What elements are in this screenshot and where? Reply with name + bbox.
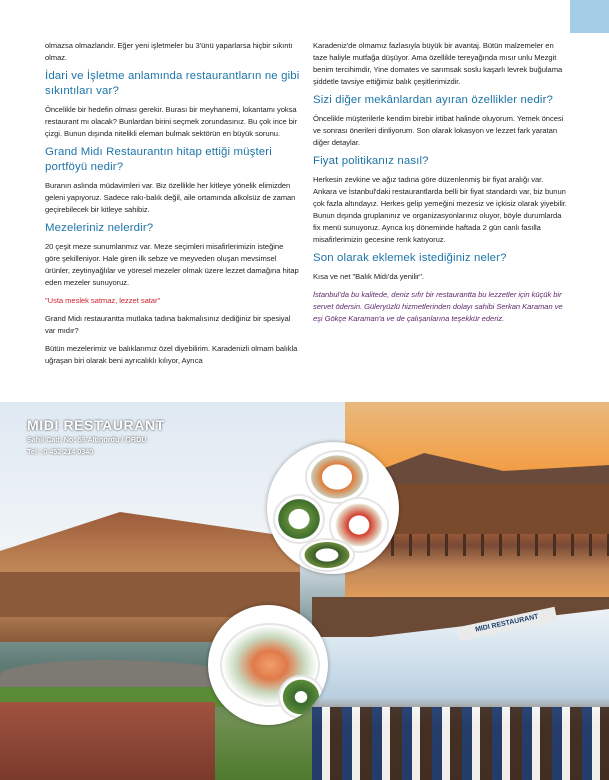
page-corner-tab [570, 0, 609, 33]
fish-plate [305, 450, 369, 504]
right-paragraph-1: Karadeniz'de olmamız fazlasıyla büyük bir avantaj. Bütün malzemeler en taze haliyle mutfağa düşüyor. Ama özellikle tereyağında mısır unlu Mezgit benim tercihimdir, Yine domates ve sarımsak soslu kaşarlı levrek buğulama şiddetle tavsiye ettiğimiz balık çeşitlerimizdir. [313, 41, 563, 86]
greens-plate [273, 494, 325, 544]
heading-management-issues: İdari ve İşletme anlamında restaurantların ne gibi sıkıntıları var? [45, 70, 300, 97]
heading-final-words: Son olarak eklemek istediğiniz neler? [313, 252, 507, 264]
pull-quote: "Usta meslek satmaz, lezzet satar" [45, 296, 161, 305]
restaurant-phone: Tel : 0 452 214 0340 [27, 447, 94, 456]
left-paragraph-1: olmazsa olmazlandır. Eğer yeni işletmeler bu 3'ünü yaparlarsa hiçbir sıkıntı olmaz. [45, 41, 293, 62]
brick-wall [0, 702, 215, 780]
fish-dish-photo [208, 605, 328, 725]
heading-customer-portfolio: Grand Midı Restaurantın hitap ettiği müşteri portföyü nedir? [45, 146, 272, 173]
dining-terrace-photo [312, 597, 609, 780]
restaurant-photo-collage [0, 402, 609, 780]
right-paragraph-3: Herkesin zevkine ve ağız tadına göre düzenlenmiş bir fiyat aralığı var. Ankara ve İstanbul'daki restaurantlarda belli bir fiyat standardı var, biz bunun çok fazla altındayız. Herkes gelip yemeğini mezesiz ve içkisiz olarak yiyebilir. Bunun dışında gruplanınız ve organizasyonlarınız oluyor, böyle durumlarda fix menü sunuyoruz. Ayrıca kış döneminde haftada 2 gün canlı fasılla misafirlerimizin gecesine renk katıyoruz. [313, 175, 567, 244]
heading-pricing-policy: Fiyat politikanız nasıl? [313, 155, 429, 167]
dining-tables [312, 707, 609, 780]
right-paragraph-2: Öncelikle müşterilerle kendim birebir irtibat halinde oluyorum. Yemek öncesi ve sonrası önerileri dinliyorum. Son olarak lokasyon ve lezzet fark yaratan diğer detaylar. [313, 114, 564, 147]
left-paragraph-5: Grand Midı restaurantta mutlaka tadına bakmalısınız dediğiniz bir spesiyal var mıdır? [45, 314, 291, 335]
appetizer-plates-photo [267, 442, 399, 574]
right-paragraph-4: Kısa ve net "Balık Midı'da yenilir". [313, 272, 424, 281]
left-paragraph-3: Buranın aslında müdavimleri var. Biz özellikle her kitleye yönelik elimizden geleni yapıyoruz. Sadece rakı-balık değil, aile ortamında alkolsüz de zaman geçirebilecek bir kitleye sahibiz. [45, 181, 296, 214]
left-paragraph-2: Öncelikle bir hedefin olması gerekir. Burası bir meyhanemi, lokantamı yoksa restaurant mı olacak? Bunlardan birini seçmek zorundasınız. Bu çok ince bir çizgi. Bunun dışında nitelikli eleman bulmak sektörün en büyük sorunu. [45, 105, 298, 138]
restaurant-info-overlay [27, 417, 165, 457]
side-salad-plate [278, 675, 324, 719]
heading-appetizers: Mezeleriniz nelerdir? [45, 222, 154, 234]
left-paragraph-4: 20 çeşit meze sunumlanmız var. Meze seçimleri misafirlerimizin isteğine göre şekilleniyor. Hale giren ilk sebze ve meyveden oluşan mevsimsel ürünler, zeytinyağlılar ve yöresel mezeler olmak üzere lezzet damağına hitap eden mezeler sunuyoruz. [45, 242, 299, 287]
closing-note: İstanbul'da bu kalitede, deniz sıfır bir restaurantta bu lezzetler için küçük bir servet ödersin. Güleryüzlü hizmetlerinden dolayı sahibi Serkan Karaman ve eşi Gökçe Karaman'a ve de çalışanlarına teşekkür ederiz. [313, 290, 563, 323]
pier-stilts [355, 534, 609, 556]
salad-plate [299, 538, 355, 572]
left-paragraph-6: Bütün mezelerimiz ve balıklarımız özel diyebilirim. Karadenizli olmam balıkla uğraşan biri olarak beni ayrıcalıklı kılıyor, Ayrıca [45, 344, 298, 365]
right-column [313, 40, 568, 325]
restaurant-sign: MIDI RESTAURANT [457, 607, 558, 641]
left-column [45, 40, 300, 367]
restaurant-name: MIDI RESTAURANT [27, 417, 165, 433]
restaurant-address: Sahil Cad. No: 55 Altınordu / ORDU [27, 435, 147, 444]
heading-distinguishing-features: Sizi diğer mekânlardan ayıran özellikler nedir? [313, 94, 554, 106]
